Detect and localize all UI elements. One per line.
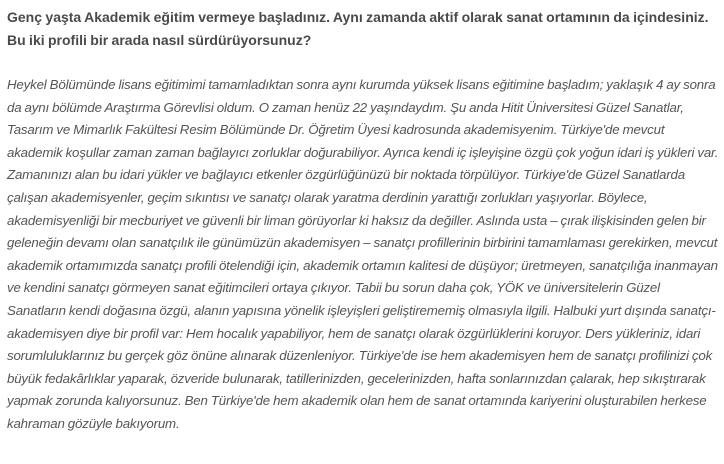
interview-answer: Heykel Bölümünde lisans eğitimimi tamamladıktan sonra aynı kurumda yüksek lisans eğitimine başladım; yaklaşık 4 ay sonra da aynı bölümde Araştırma Görevlisi oldum. O zaman henüz 22 yaşındaydım. Şu anda Hitit Üniversitesi Güzel Sanatlar, Tasarım ve Mimarlık Fakültesi Resim Bölümünde Dr. Öğretim Üyesi kadrosunda akademisyenim. Türkiye'de mevcut akademik koşullar zaman zaman bağlayıcı zorluklar doğurabiliyor. Ayrıca kendi iç işleyişine özgü çok yoğun idari iş yükleri var. Zamanınızı alan bu idari yükler ve bağlayıcı etkenler özgürlüğünüzü bir noktada törpülüyor. Türkiye'de Güzel Sanatlarda çalışan akademisyenler, geçim sıkıntısı ve sanatçı olarak yaratma derdinin yarattığı zorlukları yaşıyorlar. Böylece, akademisyenliği bir mecburiyet ve güvenli bir liman görüyorlar ki haksız da değiller. Aslında usta – çırak ilişkisinden gelen bir geleneğin devamı olan sanatçılık ile günümüzün akademisyen – sanatçı profillerinin birbirini tamamlaması gerekirken, mevcut akademik ortamımızda sanatçı profili ötelendiği için, akademik ortamın kalitesi de düşüyor; üretmeyen, sanatçılığa inanmayan ve kendini sanatçı görmeyen sanat eğitimcileri ortaya çıkıyor. Tabii bu sorun daha çok, YÖK ve üniversitelerin Güzel Sanatların kendi doğasına özgü, alanın yapısına yönelik işleyişleri geliştirememiş olmasıyla ilgili. Halbuki yurt dışında sanatçı- akademisyen diye bir profil var: Hem hocalık yapabiliyor, hem de sanatçı olarak özgürlüklerini koruyor. Ders yükleriniz, idari sorumluluklarınız bu gerçek göz önüne alınarak düzenleniyor. Türkiye'de ise hem akademisyen hem de sanatçı profilinizi çok büyük fedakârlıklar yaparak, özveride bulunarak, tatillerinizden, gecelerinizden, hafta sonlarınızdan çalarak, hep sıkıştırarak yapmak zorunda kalıyorsunuz. Ben Türkiye'de hem akademik olan hem de sanat ortamında kariyerini oluşturabilen herkese kahraman gözüyle bakıyorum. xyxy=(7,77,719,431)
interview-question: Genç yaşta Akademik eğitim vermeye başladınız. Aynı zamanda aktif olarak sanat ortamının da içindesiniz. Bu iki profili bir arada nasıl sürdürüyorsunuz? xyxy=(7,9,709,48)
interview-article xyxy=(7,0,719,436)
